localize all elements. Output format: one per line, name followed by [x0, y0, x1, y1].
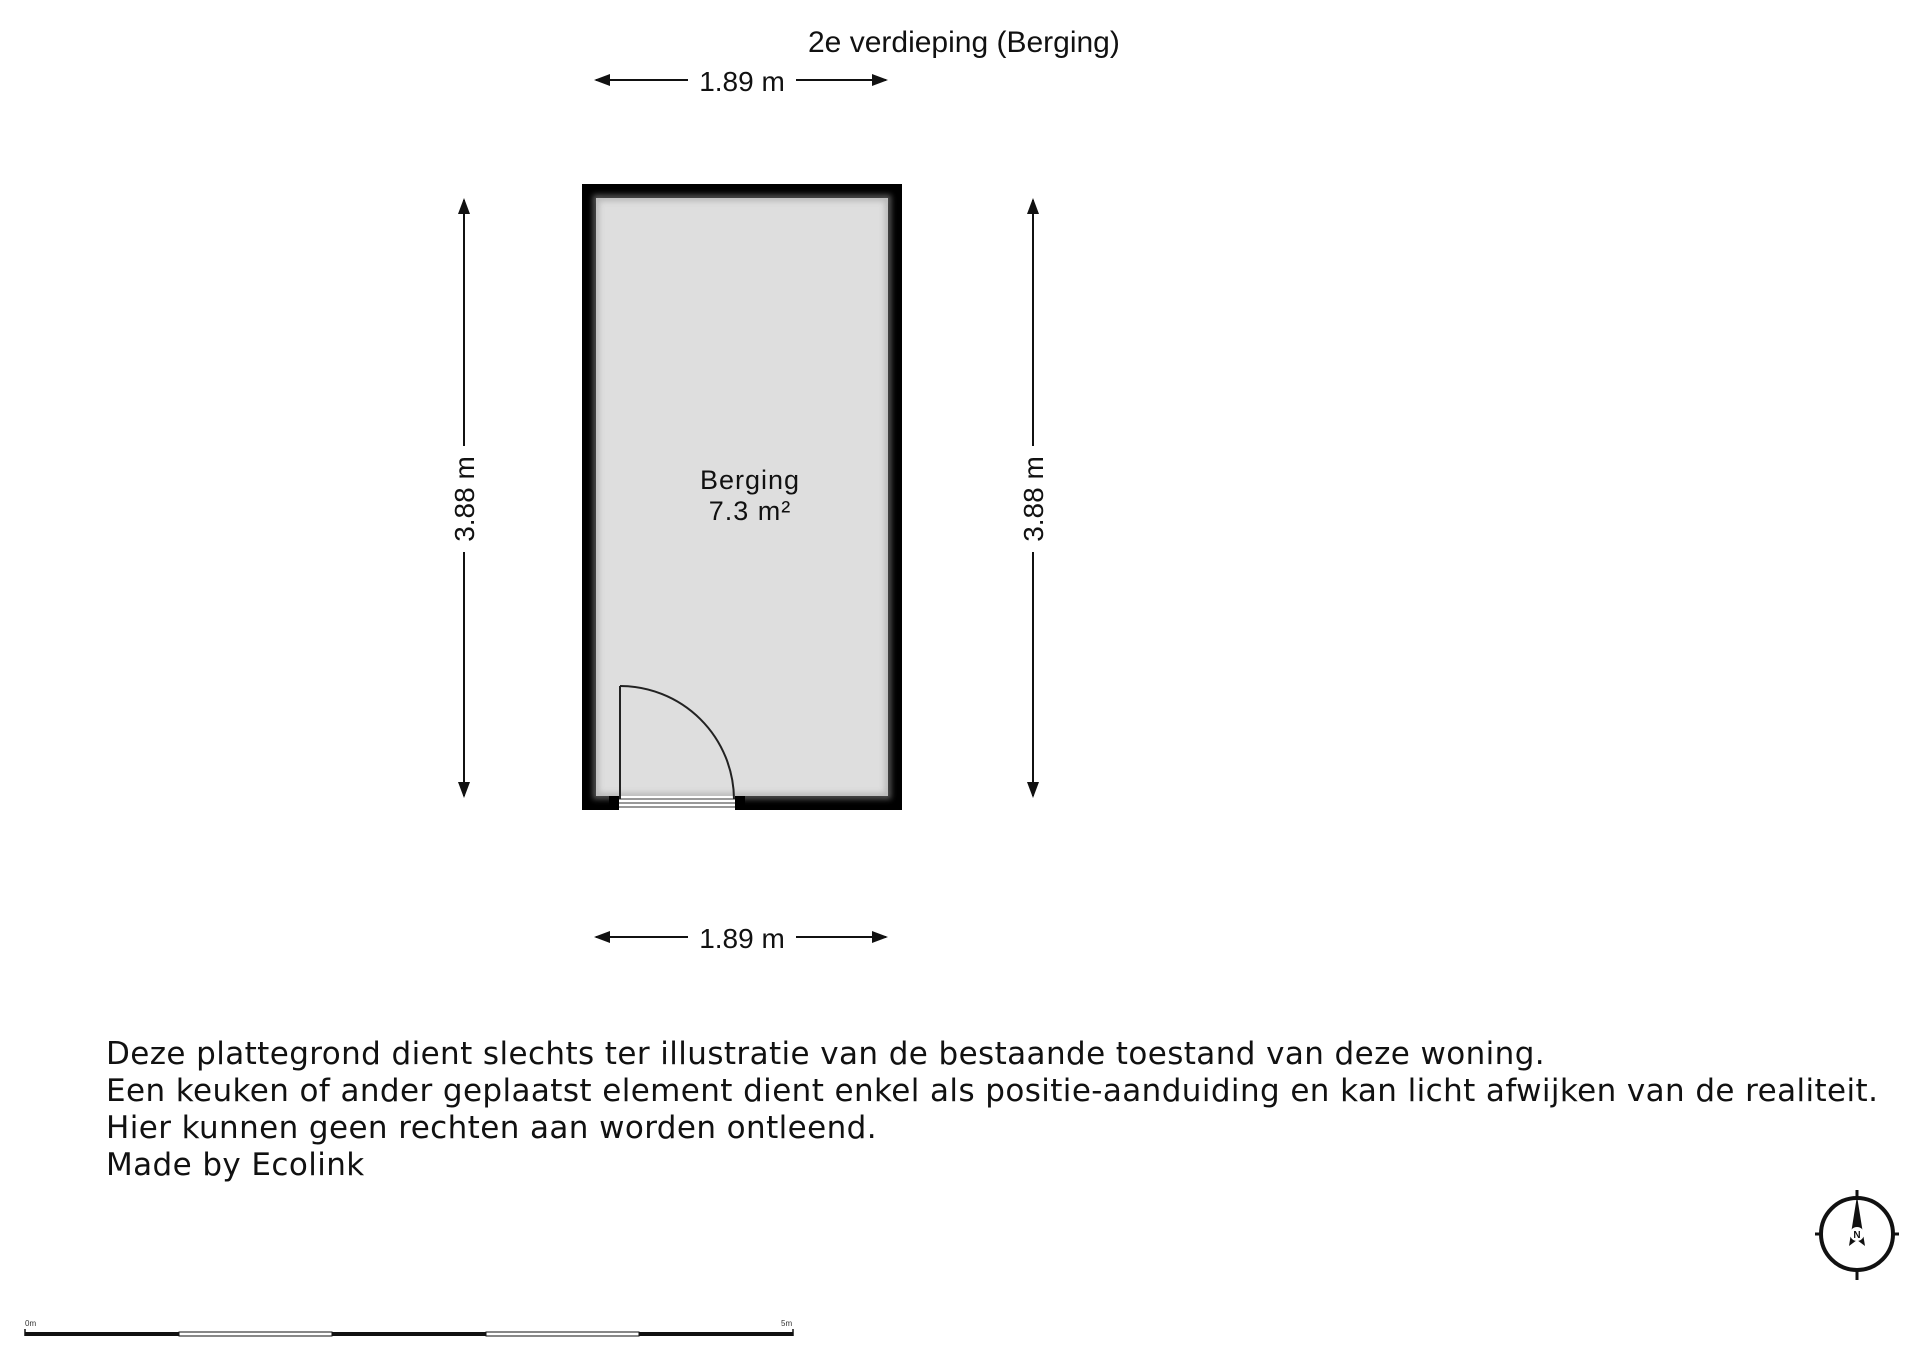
scale-start-label: 0m — [25, 1319, 37, 1328]
disclaimer — [106, 1036, 1878, 1184]
compass-north-icon — [1815, 1190, 1899, 1280]
dimension-top-width — [594, 66, 888, 97]
dimension-bottom-label: 1.89 m — [699, 923, 785, 954]
dimension-right-label: 3.88 m — [1018, 456, 1049, 542]
room-area: 7.3 m² — [708, 496, 792, 526]
scale-end-label: 5m — [781, 1319, 793, 1328]
room-name: Berging — [699, 465, 801, 495]
disclaimer-line: Een keuken of ander geplaatst element dient enkel als positie-aanduiding en kan licht afwijken van de realiteit. — [106, 1073, 1879, 1109]
dimension-left-label: 3.88 m — [449, 456, 480, 542]
room-berging — [582, 184, 902, 810]
scale-bar — [25, 1319, 793, 1336]
dimension-bottom-width — [594, 923, 888, 954]
dimension-right-height — [1018, 198, 1049, 798]
dimension-top-label: 1.89 m — [699, 66, 785, 97]
compass-label: N — [1853, 1230, 1861, 1241]
disclaimer-credit: Made by Ecolink — [106, 1147, 365, 1183]
floor-title: 2e verdieping (Berging) — [808, 26, 1120, 59]
disclaimer-line: Deze plattegrond dient slechts ter illustratie van de bestaande toestand van deze woning. — [106, 1036, 1546, 1072]
dimension-left-height — [449, 198, 480, 798]
disclaimer-line: Hier kunnen geen rechten aan worden ontleend. — [106, 1110, 877, 1146]
